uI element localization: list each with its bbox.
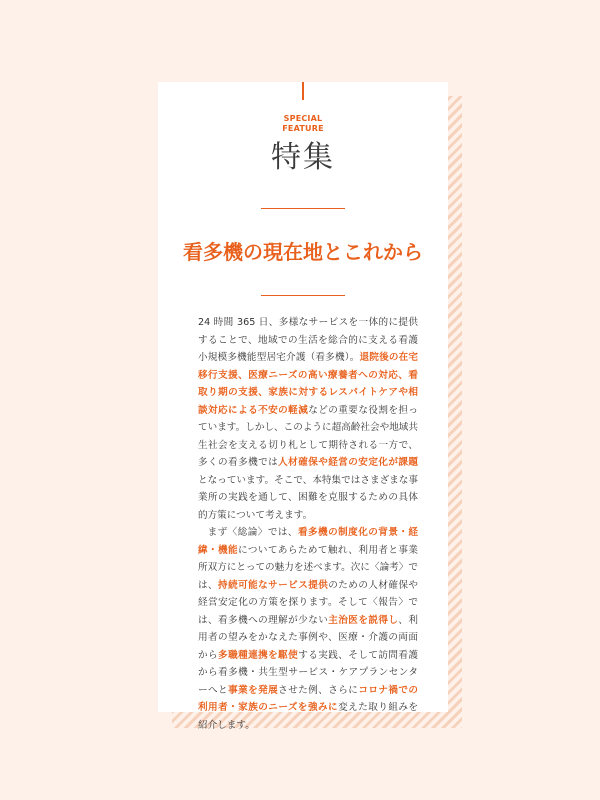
highlighted-text: 事業を発展 — [228, 684, 279, 696]
paragraph-contents — [198, 524, 418, 734]
body-text: させた例、さらに — [278, 684, 359, 696]
body-text: する実践、そして訪問看護から看多機・共生型サービス・ケアプランセンターへと — [198, 649, 419, 696]
divider-top — [261, 208, 345, 209]
feature-card — [158, 82, 448, 731]
body-text: のための人材確保や経営安定化の方策を探ります。そして〈報告〉では、看多機への理解が少ない — [198, 579, 419, 626]
body-text: などの重要な役割を担っています。しかし、このように超高齢社会や地域共生社会を支える切り札として期待される一方で、多くの看多機では — [198, 404, 419, 468]
body-text: となっています。そこで、本特集ではさまざまな事業所の実践を通して、困難を克服するための具体的方策について考えます。 — [198, 474, 418, 521]
highlighted-text: 看多機の制度化の背景・経緯・機能 — [198, 527, 419, 556]
special-feature-label — [158, 114, 448, 134]
highlighted-text: 人材確保や経営の安定化が課題 — [278, 457, 419, 468]
body-text: 24 時間 365 日、多様なサービスを一体的に提供することで、地域での生活を総合的に支える看護小規模多機能型居宅介護（看多機）。 — [198, 317, 418, 363]
body-text: についてあらためて触れ、利用者と事業所双方にとっての魅力を述べます。次に〈論考〉では、 — [198, 544, 419, 591]
paragraph-intro — [198, 314, 418, 524]
highlighted-text: 多職種連携を駆使 — [218, 649, 299, 661]
highlighted-text: 退院後の在宅移行支援、医療ニーズの高い療養者への対応、看取り期の支援、家族に対するレスパイトケアや相談対応による不安の軽減 — [198, 352, 419, 416]
highlighted-text: 持続可能なサービス提供 — [218, 579, 329, 591]
divider-bottom — [261, 295, 345, 296]
special-label-line2: FEATURE — [282, 124, 324, 133]
body-text: 、利用者の望みをかなえた事例や、医療・介護の両面から — [198, 614, 419, 661]
article-body — [198, 314, 418, 734]
accent-bar — [302, 82, 304, 100]
feature-title: 看多機の現在地とこれから — [183, 240, 423, 264]
highlighted-text: 主治医を説得し — [328, 614, 399, 626]
highlighted-text: コロナ禍での利用者・家族のニーズを強みに — [198, 684, 419, 713]
body-text: 変えた取り組みを紹介します。 — [198, 702, 418, 731]
section-heading: 特集 — [271, 140, 335, 175]
special-label-line1: SPECIAL — [283, 114, 323, 123]
body-text: まず〈総論〉では、 — [207, 527, 298, 538]
